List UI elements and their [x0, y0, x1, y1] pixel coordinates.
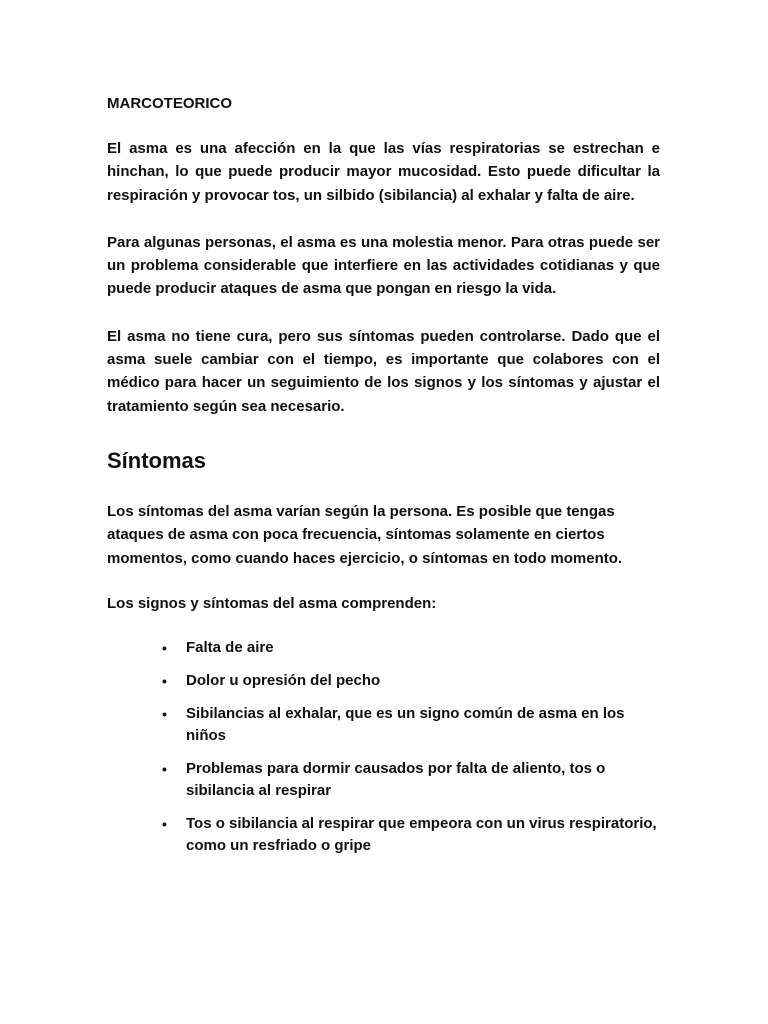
list-item	[107, 813, 660, 857]
list-item-text: Falta de aire	[186, 639, 274, 657]
document-title: MARCOTEORICO	[107, 95, 232, 112]
list-item	[107, 758, 660, 802]
list-item-text: Dolor u opresión del pecho	[186, 672, 381, 690]
document-body	[107, 95, 660, 868]
list-item-text: Tos o sibilancia al respirar que empeora con un virus respiratorio, como un resfriado o gripe	[186, 815, 657, 855]
section-paragraph-2: Los signos y síntomas del asma comprenden:	[107, 594, 437, 612]
paragraph-2: Para algunas personas, el asma es una molestia menor. Para otras puede ser un problema considerable que interfiere en las actividades cotidianas y que puede producir ataques de asma que pongan en riesgo la vida.	[107, 233, 660, 298]
bullet-icon: •	[162, 706, 167, 723]
paragraph-3: El asma no tiene cura, pero sus síntomas pueden controlarse. Dado que el asma suele cambiar con el tiempo, es importante que colabores con el médico para hacer un seguimiento de los signos y los síntomas y ajustar el tratamiento según sea necesario.	[107, 327, 660, 415]
list-item	[107, 703, 660, 747]
bullet-icon: •	[162, 816, 167, 833]
list-item-text: Sibilancias al exhalar, que es un signo común de asma en los niños	[186, 705, 625, 745]
section-title: Síntomas	[107, 447, 207, 473]
paragraph-1: El asma es una afección en la que las vías respiratorias se estrechan e hinchan, lo que puede producir mayor mucosidad. Esto puede dificultar la respiración y provocar tos, un silbido (sibilancia) al exhalar y falta de aire.	[107, 140, 660, 204]
section-paragraph-1: Los síntomas del asma varían según la persona. Es posible que tengas ataques de asma con poca frecuencia, síntomas solamente en ciertos momentos, como cuando haces ejercicio, o síntomas en todo momento.	[107, 502, 623, 567]
list-item	[107, 670, 660, 692]
bullet-icon: •	[162, 761, 167, 778]
list-item-text: Problemas para dormir causados por falta de aliento, tos o sibilancia al respirar	[186, 760, 606, 800]
bullet-icon: •	[162, 640, 167, 657]
bullet-icon: •	[162, 673, 167, 690]
symptom-list	[107, 637, 660, 857]
list-item	[107, 637, 660, 659]
